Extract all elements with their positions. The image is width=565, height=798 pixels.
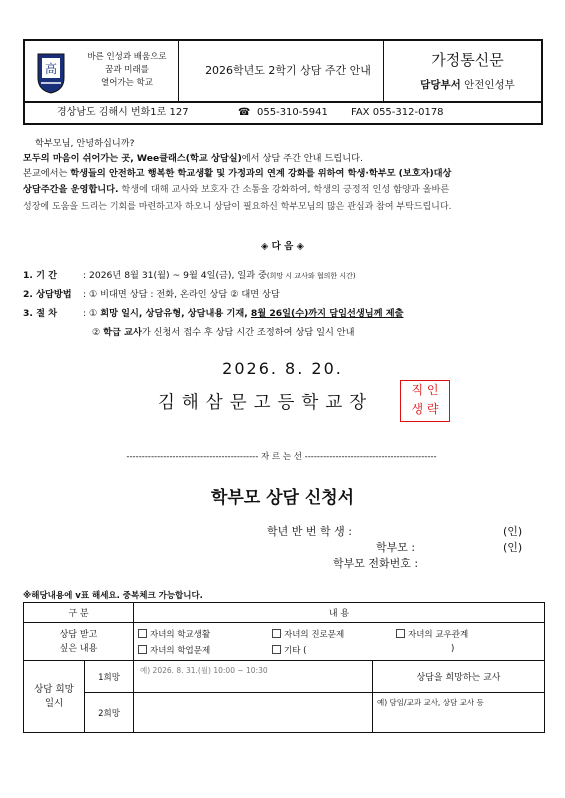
row-datetime-label: 상담 희망 일시 — [24, 661, 85, 733]
intro-line-1: 모두의 마음이 쉬어가는 곳, Wee클래스(학교 상담실)에서 상담 주간 안내 드립니다. — [23, 153, 363, 164]
seal-stamp: 직 인 생 략 — [400, 380, 450, 422]
opt-career[interactable]: 자녀의 진로문제 — [272, 628, 344, 640]
opt-school-life[interactable]: 자녀의 학교생활 — [138, 628, 210, 640]
svg-text:高: 高 — [44, 62, 58, 76]
intro-line-3: 상담주간을 운영합니다. 학생에 대해 교사와 보호자 간 소통을 강화하여, 학생의 긍정적 인성 함양과 올바른 — [23, 184, 450, 195]
student-line: 학년 반 번 학 생 : — [267, 525, 352, 538]
opt-friends[interactable]: 자녀의 교우관계 — [396, 628, 468, 640]
teacher-header: 상담을 희망하는 교사 — [373, 661, 545, 693]
second-choice-input[interactable] — [134, 693, 373, 733]
col-category: 구 분 — [24, 603, 134, 623]
topic-options — [134, 623, 545, 661]
newsletter-label: 가정통신문 — [431, 51, 504, 69]
item-procedure-label: 3. 절 차 — [23, 308, 58, 319]
header-box — [23, 39, 543, 103]
parent-seal: (인) — [503, 541, 523, 554]
issue-date: 2026. 8. 20. — [222, 359, 343, 378]
item-procedure-text-1: : ① 희망 일시, 상담유형, 상담내용 기재, 8월 26일(수)까지 담임선생님께 제출 — [83, 308, 404, 319]
checkbox-icon[interactable] — [272, 645, 281, 654]
item-method-label: 2. 상담방법 — [23, 289, 72, 300]
first-choice-label: 1희망 — [85, 661, 134, 693]
checkbox-icon[interactable] — [138, 629, 147, 638]
checkbox-icon[interactable] — [272, 629, 281, 638]
first-choice-input[interactable]: 예) 2026. 8. 31.(월) 10:00 ~ 10:30 — [134, 661, 373, 693]
phone-icon: ☎ — [238, 107, 251, 118]
opt-other-close: ) — [451, 644, 455, 654]
school-motto: 바른 인성과 배움으로 꿈과 미래를 열어가는 학교 — [87, 52, 167, 88]
intro-line-2: 본교에서는 학생들의 안전하고 행복한 학교생활 및 가정과의 연계 강화를 위하여 학생·학부모 (보호자)대상 — [23, 168, 452, 179]
cut-line: ------------------------------------------- 자 르 는 선 ------------------------------------------- — [126, 452, 437, 462]
second-choice-label: 2희망 — [85, 693, 134, 733]
checkbox-icon[interactable] — [138, 645, 147, 654]
opt-other[interactable]: 기타 ( — [272, 644, 306, 656]
department: 담당부서 안전인성부 — [420, 79, 515, 91]
parent-line: 학부모 : — [376, 541, 416, 554]
checkbox-icon[interactable] — [396, 629, 405, 638]
item-period-label: 1. 기 간 — [23, 270, 58, 281]
address-bar — [23, 103, 543, 125]
greeting: 학부모님, 안녕하십니까? — [35, 138, 135, 149]
col-content: 내 용 — [134, 603, 545, 623]
item-procedure-text-2: ② 학급 교사가 신청서 접수 후 상담 시간 조정하여 상담 일시 안내 — [92, 327, 355, 338]
da-eum-heading: ◈ 다 음 ◈ — [261, 241, 304, 252]
intro-line-4: 성장에 도움을 드리는 기회를 마련하고자 하오니 상담이 필요하신 학부모님의 많은 관심과 참여 부탁드립니다. — [23, 202, 452, 212]
fax-number: FAX 055-312-0178 — [351, 107, 444, 118]
form-title: 학부모 상담 신청서 — [210, 488, 355, 508]
teacher-input[interactable]: 예) 담임/교과 교사, 상담 교사 등 — [373, 693, 545, 733]
school-emblem-icon — [35, 50, 67, 94]
notice-title: 2026학년도 2학기 상담 주간 안내 — [205, 64, 371, 77]
item-period-text: : 2026년 8월 31(월) ~ 9월 4일(금), 일과 중(희망 시 교사와 협의한 시간) — [83, 270, 356, 281]
school-address: 경상남도 김해시 번화1로 127 — [57, 107, 189, 118]
phone-number: 055-310-5941 — [257, 107, 328, 118]
check-note: ※해당내용에 v표 해세요. 중복체크 가능합니다. — [23, 591, 203, 601]
school-principal: 김해삼문고등학교장 — [158, 393, 374, 413]
item-method-text: : ① 비대면 상담 : 전화, 온라인 상담 ② 대면 상담 — [83, 289, 280, 300]
application-table — [23, 602, 545, 733]
parent-phone-line: 학부모 전화번호 : — [333, 557, 419, 570]
student-seal: (인) — [503, 525, 523, 538]
row-topic-label: 상담 받고 싶은 내용 — [24, 623, 134, 661]
opt-study[interactable]: 자녀의 학업문제 — [138, 644, 210, 656]
